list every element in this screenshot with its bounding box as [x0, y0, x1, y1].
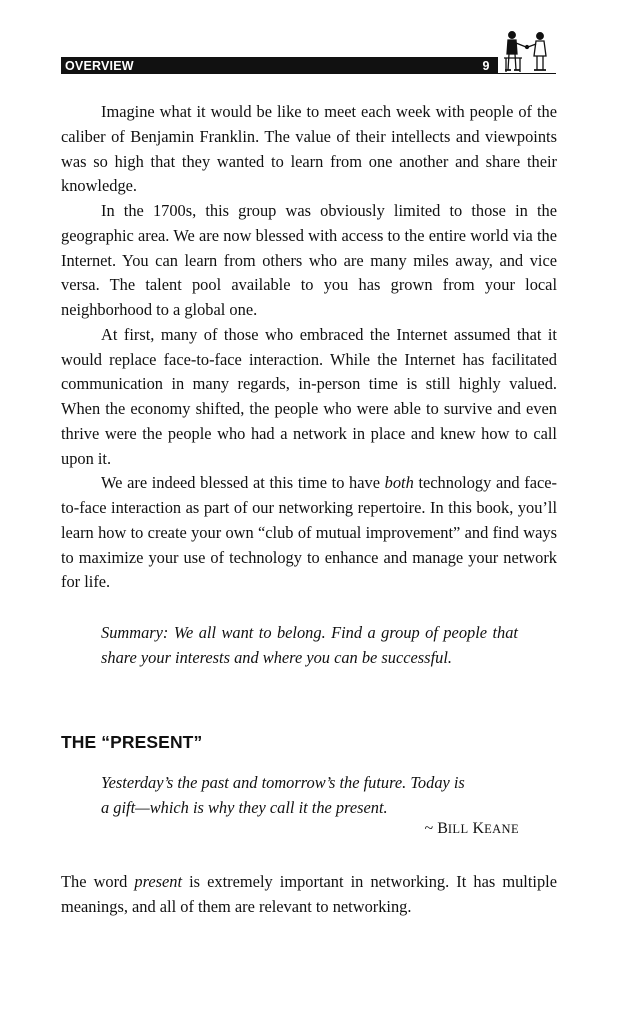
quote-author [300, 820, 519, 838]
summary-text: Summary: We all want to belong. Find a group of people that share your interests and where you can be successful. [101, 623, 518, 667]
epigraph-quote [101, 771, 521, 821]
handshake-people-icon [500, 28, 556, 74]
page-number: 9 [482, 59, 490, 73]
paragraph-4-emphasis: both [384, 473, 414, 493]
body-text [61, 100, 557, 595]
closing-paragraph [61, 870, 557, 920]
paragraph-4-after: technology and face-to-face interaction as part of our networking repertoire. In this book, you’ll learn how to create your own “club of mutual improvement” and find ways to maximize your use of technology to enhance and manage your network for life. [61, 473, 558, 592]
author-first-initial: B [437, 820, 448, 837]
closing-after: is extremely important in networking. It has multiple meanings, and all of them are relevant to networking. [61, 872, 557, 916]
section-heading: THE “PRESENT” [61, 732, 203, 752]
author-first-rest: ILL [447, 822, 469, 836]
author-last-initial: K [472, 820, 485, 837]
closing-before: The word [61, 872, 135, 891]
paragraph-3: At first, many of those who embraced the Internet assumed that it would replace face-to-face interaction. While the Internet has facilitated communication in many regards, in-person time is still highly valued. When the economy shifted, the people who were able to survive and even thrive were the people who had a network in place and knew how to call upon it. [61, 324, 557, 468]
chapter-title: OVERVIEW [65, 59, 134, 73]
author-prefix: ~ [424, 820, 438, 837]
closing-emphasis: present [134, 872, 183, 891]
quote-line-2: a gift—which is why they call it the present. [101, 797, 388, 817]
quote-line-1: Yesterday’s the past and tomorrow’s the future. Today is [101, 773, 465, 792]
paragraph-2: In the 1700s, this group was obviously limited to those in the geographic area. We are now blessed with access to the entire world via the Internet. You can learn from others who are many miles away, and vice versa. The talent pool available to you has grown from your local neighborhood to a global one. [61, 201, 557, 319]
author-last-rest: EANE [484, 822, 519, 836]
paragraph-4-before: We are indeed blessed at this time to have [101, 473, 385, 493]
paragraph-1: Imagine what it would be like to meet each week with people of the caliber of Benjamin Franklin. The value of their intellects and viewpoints was so high that they wanted to learn from one another and share their knowledge. [61, 102, 557, 196]
paragraph-4 [61, 471, 557, 595]
